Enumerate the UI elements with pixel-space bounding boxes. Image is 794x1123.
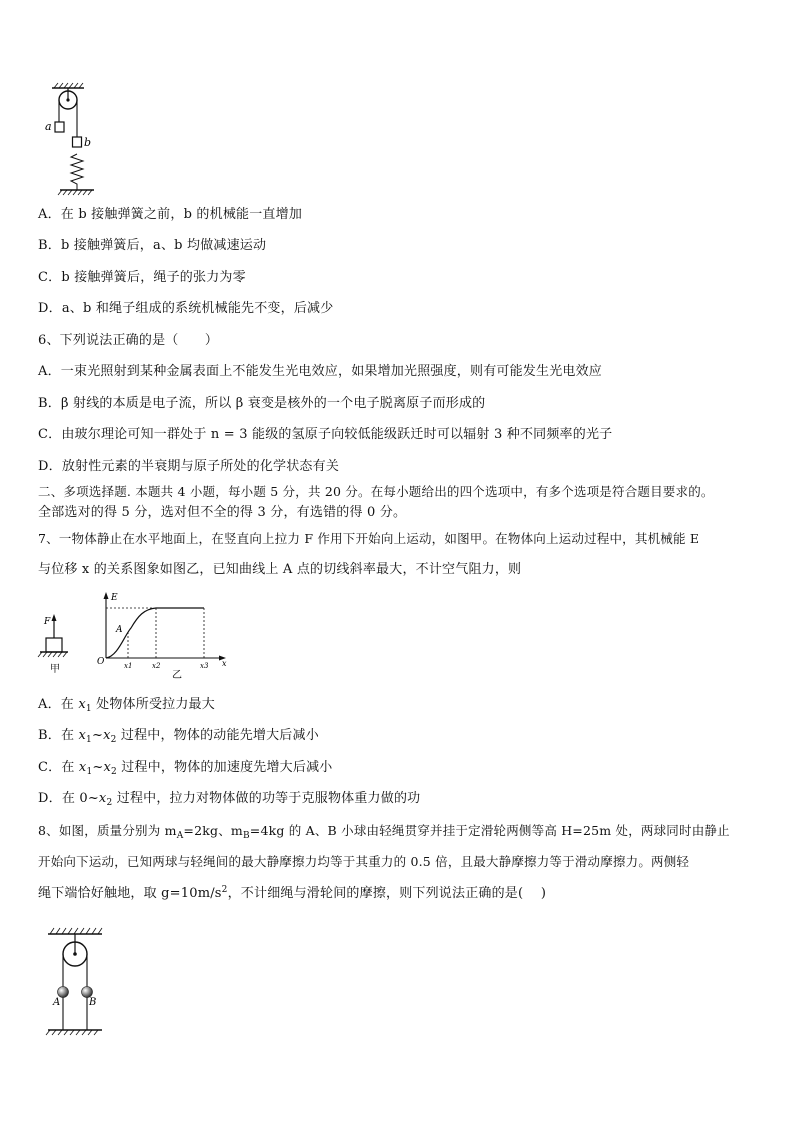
q7-label-O: O	[97, 657, 105, 667]
q7-option-d	[38, 790, 420, 808]
q8-line2: 开始向下运动，已知两球与轻绳间的最大静摩擦力均等于其重力的 0.5 倍，且最大静摩擦力等于滑动摩擦力。两侧轻	[38, 854, 690, 869]
section2-line1: 二、多项选择题. 本题共 4 小题，每小题 5 分，共 20 分。在每小题给出的四个选项中，有多个选项是符合题目要求的。	[38, 484, 714, 499]
q7-c-var2: x	[103, 760, 112, 775]
q8-l1-a: 8、如图，质量分别为 m	[38, 823, 177, 838]
q7-a-post: 处物体所受拉力最大	[91, 697, 215, 712]
q7-figure	[36, 590, 236, 682]
q7-c-mid: ~	[92, 760, 104, 775]
q6-option-a: A．一束光照射到某种金属表面上不能发生光电效应，如果增加光照强度，则有可能发生光电效应	[38, 364, 602, 379]
q7-label-x2: x2	[152, 662, 161, 670]
q7-c-sub: 1	[86, 767, 93, 777]
q8-label-A: A	[53, 997, 61, 1008]
q7-b-post: 过程中，物体的动能先增大后减小	[116, 728, 319, 743]
pulley-spring-figure	[40, 82, 110, 200]
q7-option-c	[38, 759, 333, 777]
q8-l1-b: =2kg、m	[183, 823, 243, 838]
q7-label-F: F	[44, 617, 51, 627]
q8-line1	[38, 822, 730, 840]
q6-option-c: C．由玻尔理论可知一群处于 n = 3 能级的氢原子向较低能级跃迁时可以辐射 3 种不同频率的光子	[38, 427, 613, 442]
q6-option-d: D．放射性元素的半衰期与原子所处的化学状态有关	[38, 459, 340, 474]
q7-d-var: x	[98, 791, 107, 806]
q5-option-b: B．b 接触弹簧后，a、b 均做减速运动	[38, 238, 267, 253]
q5-option-a: A．在 b 接触弹簧之前，b 的机械能一直增加	[38, 207, 303, 222]
q7-label-E: E	[111, 593, 118, 603]
q7-option-a	[38, 696, 215, 714]
q8-label-B: B	[89, 997, 97, 1008]
q7-label-yi: 乙	[172, 670, 182, 681]
q7-a-sub: 1	[85, 704, 92, 714]
q5-option-d: D．a、b 和绳子组成的系统机械能先不变，后减少	[38, 301, 334, 316]
q7-label-x1: x1	[124, 662, 133, 670]
q5-option-c: C．b 接触弹簧后，绳子的张力为零	[38, 270, 246, 285]
q7-c-pre: C．在	[38, 760, 79, 775]
q7-d-post: 过程中，拉力对物体做的功等于克服物体重力做的功	[112, 791, 421, 806]
section2-line2: 全部选对的得 5 分，选对但不全的得 3 分，有选错的得 0 分。	[38, 505, 407, 520]
q8-l3-sup: 2	[221, 885, 228, 895]
q7-label-A: A	[116, 625, 123, 635]
q7-line1: 7、一物体静止在水平地面上，在竖直向上拉力 F 作用下开始向上运动，如图甲。在物体向上运动过程中，其机械能 E	[38, 531, 700, 546]
q7-c-sub2: 2	[111, 767, 117, 777]
q7-a-var: x	[78, 697, 86, 712]
q8-l3-b: ，不计细绳与滑轮间的摩擦，则下列说法正确的是( )	[227, 886, 547, 901]
label-a: a	[45, 120, 52, 133]
q7-a-pre: A．在	[38, 697, 79, 712]
q8-pulley-figure	[40, 924, 110, 1038]
q7-b-pre: B．在	[38, 728, 79, 743]
q7-d-pre: D．在 0~	[38, 791, 99, 806]
q7-label-jia: 甲	[50, 664, 60, 675]
q7-b-var: x	[78, 728, 87, 743]
q7-line2: 与位移 x 的关系图象如图乙，已知曲线上 A 点的切线斜率最大，不计空气阻力，则	[38, 562, 522, 577]
q8-l3-a: 绳下端恰好触地，取 g=10m/s	[38, 886, 222, 901]
q7-b-sub2: 2	[110, 735, 117, 745]
q7-c-post: 过程中，物体的加速度先增大后减小	[116, 760, 333, 775]
q8-l1-sa: A	[176, 831, 184, 841]
q7-b-mid: ~	[91, 728, 104, 743]
q8-l1-c: =4kg 的 A、B 小球由轻绳贯穿并挂于定滑轮两侧等高 H=25m 处，两球同时由静止	[249, 823, 730, 838]
q7-b-var2: x	[103, 728, 111, 743]
q7-b-sub: 1	[86, 735, 92, 745]
label-b: b	[84, 136, 92, 149]
q8-l1-sb: B	[242, 831, 250, 841]
q8-line3	[38, 885, 546, 903]
q7-label-x: x	[222, 659, 227, 668]
q7-label-x3: x3	[200, 662, 209, 670]
q7-d-sub: 2	[106, 798, 113, 808]
q6-option-b: B．β 射线的本质是电子流，所以 β 衰变是核外的一个电子脱离原子而形成的	[38, 396, 486, 411]
q7-c-var: x	[78, 760, 87, 775]
q6-stem: 6、下列说法正确的是（ ）	[38, 333, 219, 348]
q7-option-b	[38, 727, 319, 745]
